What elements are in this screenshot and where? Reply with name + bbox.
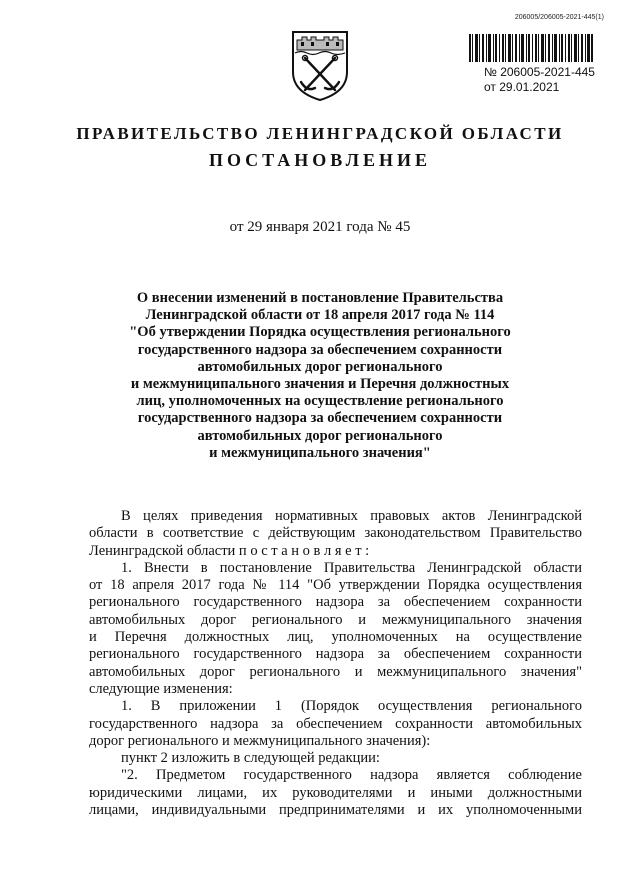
body-line: 1. В приложении 1 (Порядок осуществления регионального [121,698,582,715]
title-line: и межмуниципального значения и Перечня должностных [130,376,510,393]
body-line: регионального государственного надзора за обеспечением сохранности [89,594,582,611]
registration-number: № 206005-2021-445 [484,65,595,79]
government-name: ПРАВИТЕЛЬСТВО ЛЕНИНГРАДСКОЙ ОБЛАСТИ [76,124,564,143]
document-body [89,508,582,819]
title-line: автомобильных дорог регионального [197,427,443,444]
body-line: "2. Предметом государственного надзора является соблюдение [121,767,582,784]
decree-date-number: от 29 января 2021 года № 45 [229,219,411,235]
body-line: лицами, индивидуальными предпринимателями и их уполномоченными [89,802,582,819]
body-line: 1. Внести в постановление Правительства Ленинградской области [121,559,582,576]
body-line: регионального государственного надзора за обеспечением сохранности [89,646,582,663]
title-line: "Об утверждении Порядка осуществления регионального [129,324,511,341]
title-line: государственного надзора за обеспечением сохранности [137,410,503,427]
title-line: и межмуниципального значения" [209,444,431,461]
title-line: государственного надзора за обеспечением сохранности [137,341,503,358]
registration-stamp [484,65,595,95]
body-line: Ленинградской области п о с т а н о в л я е т : [89,542,370,559]
document-type: ПОСТАНОВЛЕНИЕ [208,150,432,170]
title-line: О внесении изменений в постановление Правительства [136,290,504,306]
body-line: от 18 апреля 2017 года № 114 "Об утверждении Порядка осуществления [89,577,582,594]
body-line: автомобильных дорог регионального и межмуниципального значения [89,611,582,628]
decree-title [110,290,530,462]
body-line: В целях приведения нормативных правовых актов Ленинградской [121,508,582,524]
body-line: области в соответствие с действующим законодательством Правительство [89,525,582,542]
barcode [469,34,593,62]
coat-of-arms-icon [289,28,351,102]
body-line: государственного надзора за обеспечением сохранности автомобильных [89,715,582,732]
body-line: следующие изменения: [89,680,233,697]
body-line: дорог регионального и межмуниципального значения): [89,732,431,749]
title-line: Ленинградской области от 18 апреля 2017 года № 114 [145,307,495,324]
body-line: и Перечня должностных лиц, уполномоченных на осуществление [89,629,582,646]
body-line: пункт 2 изложить в следующей редакции: [121,750,380,767]
registration-date: от 29.01.2021 [484,80,560,94]
body-line: юридическими лицами, их руководителями и иными должностными [89,784,582,801]
document-code: 206005/206005-2021-445(1) [514,14,604,21]
body-line: автомобильных дорог регионального и межмуниципального значения" [89,663,582,680]
title-line: автомобильных дорог регионального [197,358,443,375]
title-line: лиц, уполномоченных на осуществление регионального [136,393,504,410]
